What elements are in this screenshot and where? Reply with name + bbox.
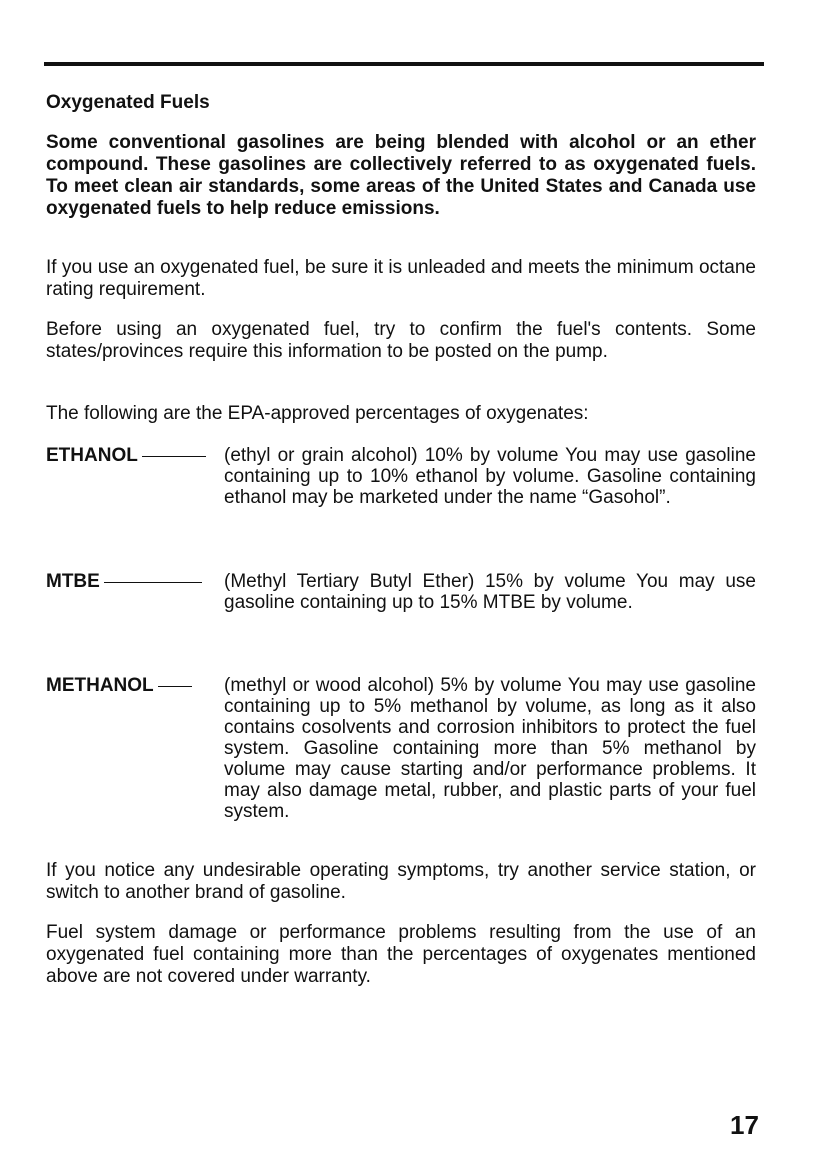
- confirm-contents-paragraph: Before using an oxygenated fuel, try to confirm the fuel's contents. Some states/provinces require this information to be posted on the pump.: [46, 319, 756, 362]
- fuel-name-ethanol: [46, 445, 206, 467]
- page-number: 17: [730, 1110, 759, 1140]
- leader-line: [142, 456, 206, 457]
- fuel-name-methanol: [46, 675, 192, 697]
- fuel-label: MTBE: [46, 571, 100, 592]
- fuel-description-ethanol: (ethyl or grain alcohol) 10% by volume You may use gasoline containing up to 10% ethanol by volume. Gasoline containing ethanol may be marketed under the name “Gasohol”.: [224, 445, 756, 508]
- fuel-name-mtbe: [46, 571, 202, 593]
- intro-paragraph: Some conventional gasolines are being blended with alcohol or an ether compound. These gasolines are collectively referred to as oxygenated fuels. To meet clean air standards, some areas of the United States and Canada use oxygenated fuels to help reduce emissions.: [46, 132, 756, 219]
- fuel-description-mtbe: (Methyl Tertiary Butyl Ether) 15% by volume You may use gasoline containing up to 15% MTBE by volume.: [224, 571, 756, 613]
- warranty-paragraph: Fuel system damage or performance problems resulting from the use of an oxygenated fuel containing more than the percentages of oxygenates mentioned above are not covered under warranty.: [46, 922, 756, 987]
- leader-line: [104, 582, 202, 583]
- section-title: Oxygenated Fuels: [46, 92, 210, 113]
- unleaded-paragraph: If you use an oxygenated fuel, be sure it is unleaded and meets the minimum octane rating requirement.: [46, 257, 756, 300]
- fuel-label: ETHANOL: [46, 445, 138, 466]
- fuel-description-methanol: (methyl or wood alcohol) 5% by volume You may use gasoline containing up to 5% methanol by volume, as long as it also contains cosolvents and corrosion inhibitors to protect the fuel system. Gasoline containing more than 5% methanol by volume may cause starting and/or performance problems. It may also damage metal, rubber, and plastic parts of your fuel system.: [224, 675, 756, 822]
- top-rule: [44, 62, 764, 66]
- leader-line: [158, 686, 192, 687]
- fuel-label: METHANOL: [46, 675, 154, 696]
- epa-intro-paragraph: The following are the EPA-approved percentages of oxygenates:: [46, 403, 589, 424]
- symptoms-paragraph: If you notice any undesirable operating symptoms, try another service station, or switch to another brand of gasoline.: [46, 860, 756, 903]
